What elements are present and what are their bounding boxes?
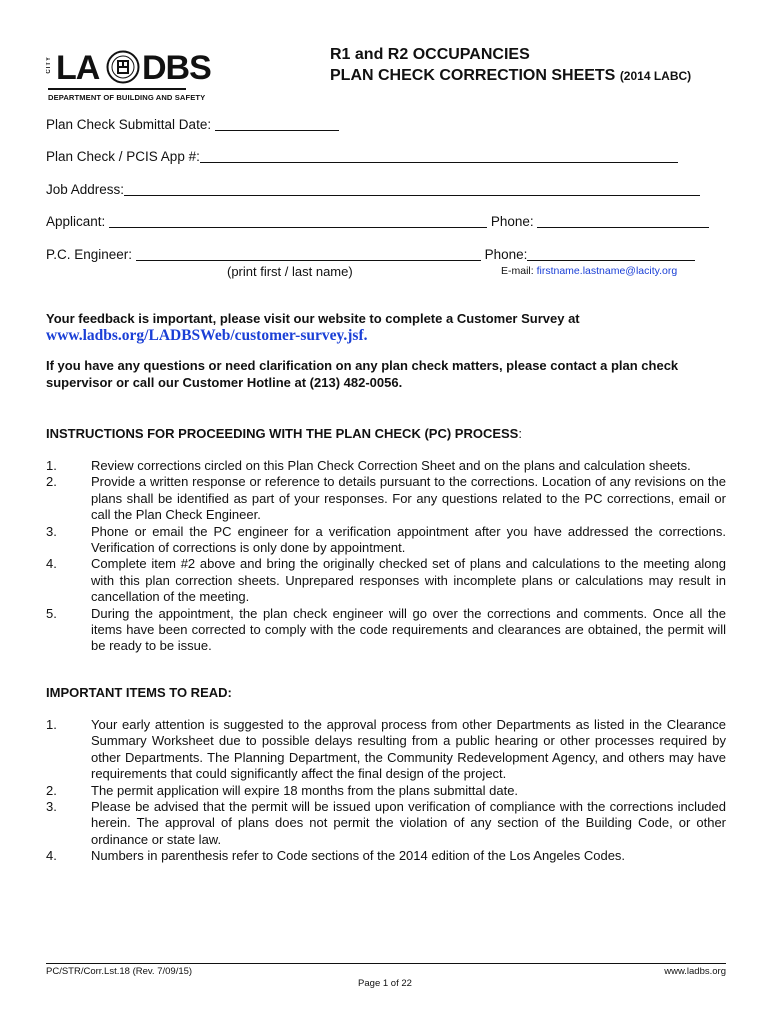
list-item [46, 717, 726, 783]
list-item [46, 458, 726, 474]
instructions-heading-text: INSTRUCTIONS FOR PROCEEDING WITH THE PLAN CHECK (PC) PROCESS [46, 426, 519, 441]
list-item [46, 524, 726, 557]
print-name-hint: (print first / last name) [227, 264, 353, 279]
list-item-number: 3. [46, 799, 57, 815]
submittal-date-field [46, 117, 339, 132]
title-edition: (2014 LABC) [619, 69, 692, 83]
feedback-text: Your feedback is important, please visit our website to complete a Customer Survey at [46, 311, 580, 326]
list-item-text: Your early attention is suggested to the approval process from other Departments as listed in the Clearance Summary Worksheet due to possible delays resulting from a public hearing or other processes required by other Departments. The Planning Department, the Community Redevelopment Agency, and others may have requirements that could significantly affect the final design of the project. [91, 717, 726, 782]
title-line-1: R1 and R2 OCCUPANCIES [330, 46, 530, 63]
list-item-number: 1. [46, 717, 57, 732]
engineer-input[interactable] [136, 247, 481, 261]
pcis-input[interactable] [200, 149, 678, 163]
document-title [330, 44, 691, 87]
list-item-text: Please be advised that the permit will be issued upon verification of compliance with the corrections included herein. The approval of plans does not permit the violation of any section of the Building Code, or other ordinance or state law. [91, 799, 726, 847]
applicant-input[interactable] [109, 214, 487, 228]
email-label: E-mail: [501, 265, 534, 277]
job-address-label: Job Address: [46, 182, 125, 197]
survey-link[interactable]: www.ladbs.org/LADBSWeb/customer-survey.jsf [46, 327, 364, 344]
list-item-number: 3. [46, 523, 57, 539]
list-item [46, 556, 726, 605]
logo-divider [48, 88, 186, 90]
engineer-field [46, 247, 695, 262]
list-item-text: Provide a written response or reference to details pursuant to the corrections. Location of any revisions on the plans shall be identified as part of your responses. For any questions related to the PC corrections, email or call the Plan Check Engineer. [91, 474, 726, 523]
applicant-field [46, 214, 709, 229]
feedback-paragraph [46, 310, 726, 344]
list-item [46, 848, 726, 864]
footer-page-number: Page 1 of 22 [358, 978, 412, 989]
list-item-text: During the appointment, the plan check engineer will go over the corrections and comments. Once all the items have been corrected to comply with the code requirements and clearances are obtained, the permit will be ready to be issue. [91, 605, 726, 654]
list-item-text: Numbers in parenthesis refer to Code sections of the 2014 edition of the Los Angeles Codes. [91, 848, 626, 864]
footer-form-id: PC/STR/Corr.Lst.18 (Rev. 7/09/15) [46, 966, 193, 977]
list-item-number: 5. [46, 605, 57, 621]
applicant-label: Applicant: [46, 214, 106, 229]
instructions-heading-colon: : [518, 426, 522, 441]
logo-dbs-text: DBS [142, 49, 211, 87]
list-item [46, 783, 726, 799]
logo-city-text: CITY [46, 56, 52, 74]
title-line-2 [330, 65, 691, 87]
logo-department-text: DEPARTMENT OF BUILDING AND SAFETY [48, 93, 206, 102]
footer-website[interactable]: www.ladbs.org [664, 966, 726, 977]
survey-link-period: . [363, 327, 368, 344]
engineer-phone-label: Phone: [484, 247, 528, 262]
list-item-text: The permit application will expire 18 months from the plans submittal date. [91, 782, 519, 798]
important-heading: IMPORTANT ITEMS TO READ: [46, 685, 232, 700]
list-item-text: Phone or email the PC engineer for a verification appointment after you have addressed the corrections. Verification of corrections is only done by appointment. [91, 523, 726, 556]
job-address-field [46, 182, 700, 197]
logo-la-text: LA [56, 49, 100, 87]
submittal-date-label: Plan Check Submittal Date: [46, 117, 212, 132]
list-item-text: Complete item #2 above and bring the originally checked set of plans and calculations to the meeting along with this plan correction sheets. Unprepared responses with incomplete plans or calculations may result in cancellation of the meeting. [91, 556, 726, 605]
engineer-label: P.C. Engineer: [46, 247, 133, 262]
engineer-email [501, 265, 677, 277]
footer-divider [46, 963, 726, 964]
questions-paragraph: If you have any questions or need clarification on any plan check matters, please contact a plan check supervisor or call our Customer Hotline at (213) 482-0056. [46, 358, 679, 390]
list-item-number: 4. [46, 556, 57, 572]
engineer-phone-input[interactable] [527, 247, 695, 261]
applicant-phone-input[interactable] [537, 214, 709, 228]
instructions-list [46, 458, 726, 655]
city-seal-icon [106, 50, 140, 84]
pcis-field [46, 149, 678, 164]
important-list [46, 717, 726, 865]
list-item [46, 606, 726, 655]
list-item-number: 2. [46, 782, 57, 798]
list-item [46, 799, 726, 848]
title-line-2-text: PLAN CHECK CORRECTION SHEETS [330, 67, 616, 84]
pcis-label: Plan Check / PCIS App #: [46, 149, 200, 164]
list-item [46, 474, 726, 523]
job-address-input[interactable] [124, 182, 700, 196]
list-item-number: 4. [46, 848, 57, 864]
email-value[interactable]: firstname.lastname@lacity.org [536, 265, 678, 277]
applicant-phone-label: Phone: [490, 214, 534, 229]
list-item-number: 2. [46, 474, 57, 490]
submittal-date-input[interactable] [215, 117, 339, 131]
list-item-number: 1. [46, 458, 57, 473]
list-item-text: Review corrections circled on this Plan Check Correction Sheet and on the plans and calculation sheets. [91, 458, 691, 473]
ladbs-logo [46, 49, 211, 112]
instructions-heading [46, 426, 522, 441]
